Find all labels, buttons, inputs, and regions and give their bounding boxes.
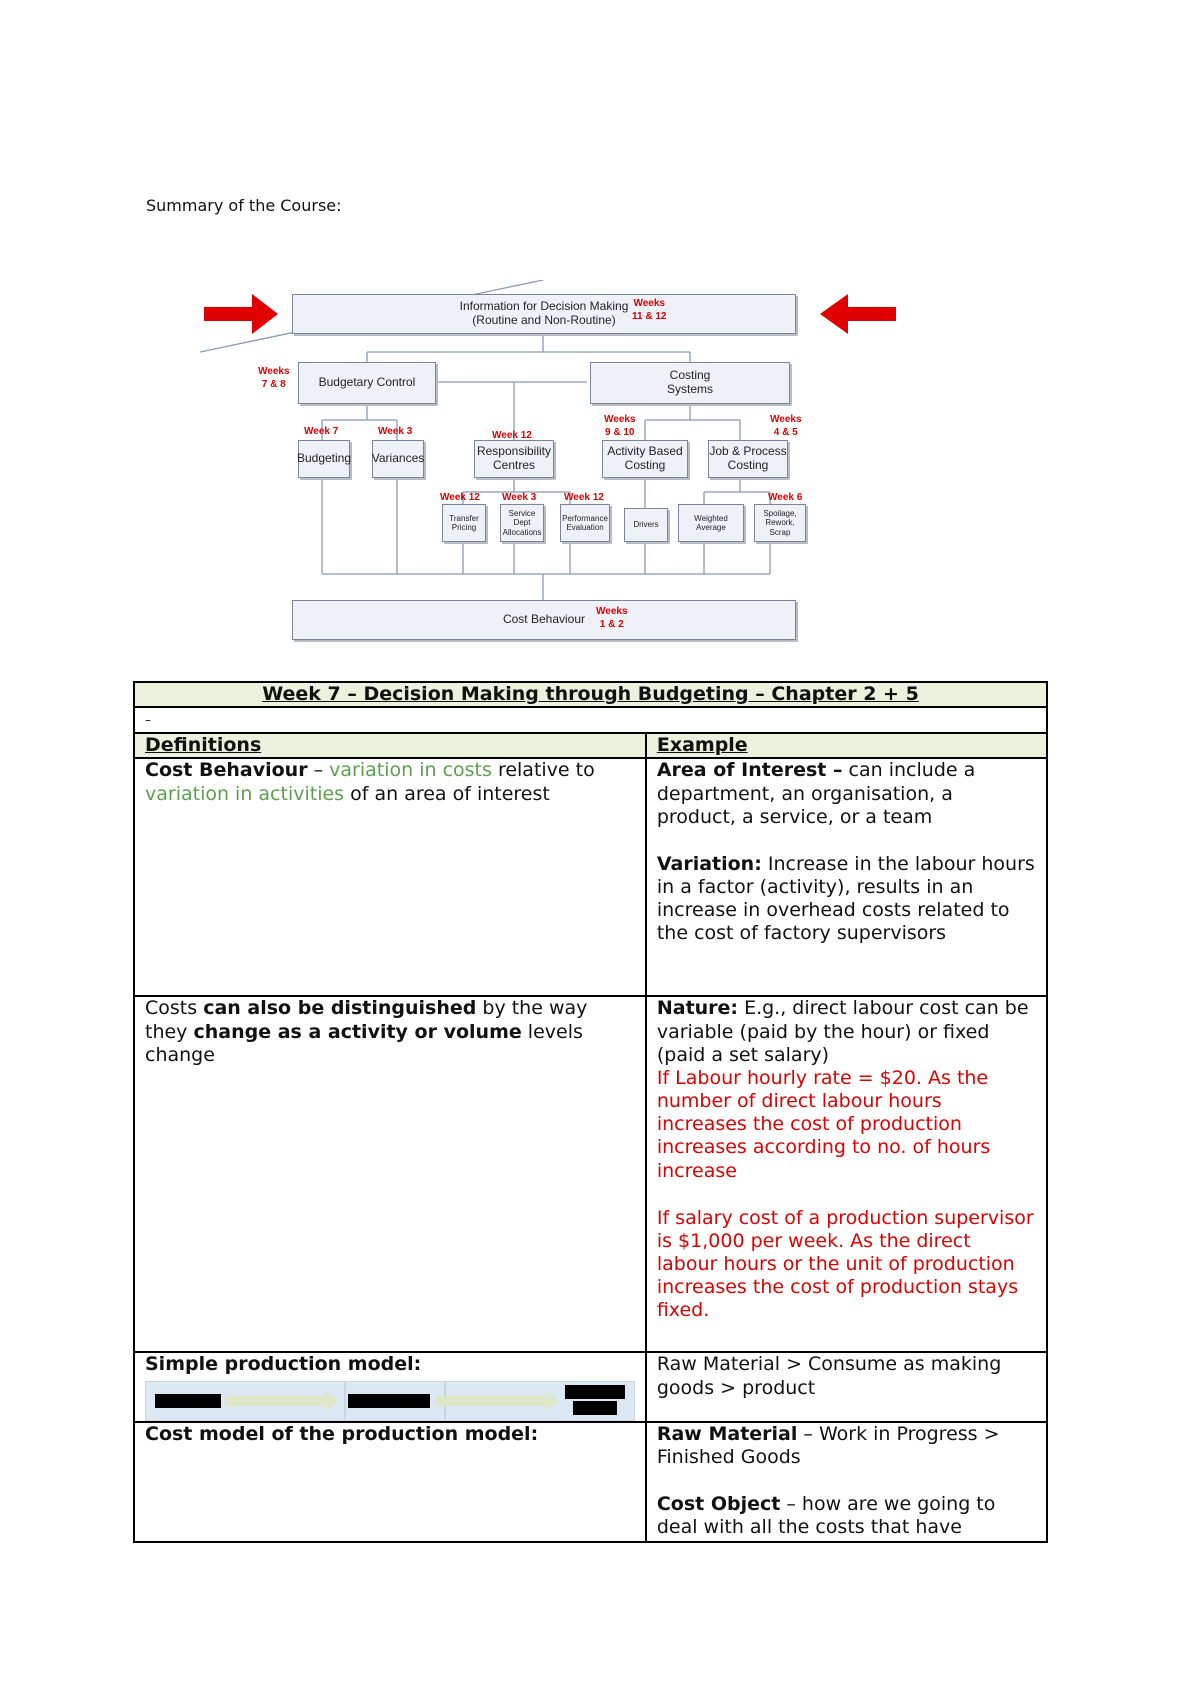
spoilage-box: Spoilage, Rework, Scrap xyxy=(754,504,806,542)
example-cell: Raw Material – Work in Progress > Finished Goods Cost Object – how are we going to deal with all the costs that have xyxy=(646,1422,1047,1542)
summary-heading: Summary of the Course: xyxy=(146,196,342,215)
cost-behaviour-box: Cost Behaviour xyxy=(292,600,796,640)
performance-week-label: Week 12 xyxy=(564,492,604,503)
product-bar-bottom xyxy=(573,1401,617,1415)
example-header: Example xyxy=(646,733,1047,758)
right-red-arrow xyxy=(820,294,896,334)
responsibility-week-label: Week 12 xyxy=(492,430,532,441)
drivers-box: Drivers xyxy=(624,508,668,542)
decision-making-box xyxy=(292,294,796,334)
decision-making-subtitle: (Routine and Non-Routine) xyxy=(472,313,616,327)
spoilage-week-label: Week 6 xyxy=(768,492,803,503)
product-bar-top xyxy=(565,1385,625,1399)
abc-weeks-label: Weeks 9 & 10 xyxy=(604,414,636,438)
table-row xyxy=(134,1422,1047,1542)
service-dept-box: Service Dept Allocations xyxy=(500,504,544,542)
blank-row: – xyxy=(134,707,1047,733)
costing-systems-box: Costing Systems xyxy=(590,362,790,404)
budgeting-week-label: Week 7 xyxy=(304,426,339,437)
table-title: Week 7 – Decision Making through Budgeting – Chapter 2 + 5 xyxy=(134,682,1047,707)
course-diagram xyxy=(200,280,920,650)
budgetary-weeks-label: Weeks 7 & 8 xyxy=(258,366,290,390)
decision-weeks-label: Weeks 11 & 12 xyxy=(632,298,667,322)
variances-box: Variances xyxy=(372,440,424,478)
wip-bar xyxy=(348,1394,430,1408)
responsibility-centres-box: Responsibility Centres xyxy=(474,440,554,478)
definition-cell: Cost model of the production model: xyxy=(134,1422,646,1542)
service-week-label: Week 3 xyxy=(502,492,537,503)
transfer-week-label: Week 12 xyxy=(440,492,480,503)
weighted-average-box: Weighted Average xyxy=(678,504,744,542)
definitions-header: Definitions xyxy=(134,733,646,758)
definition-cell: Costs can also be distinguished by the way they change as a activity or volume levels change xyxy=(134,996,646,1352)
table-row xyxy=(134,758,1047,996)
decision-making-title: Information for Decision Making xyxy=(459,299,629,314)
production-model-graphic xyxy=(145,1381,635,1421)
budgetary-control-box: Budgetary Control xyxy=(298,362,436,404)
table-row xyxy=(134,996,1047,1352)
left-red-arrow xyxy=(204,294,278,334)
budgeting-box: Budgeting xyxy=(298,440,350,478)
example-cell: Nature: E.g., direct labour cost can be variable (paid by the hour) or fixed (paid a set salary) If Labour hourly rate = $20. As the number of direct labour hours increases the cost of production increases according to no. of hours increase If salary cost of a production supervisor is $1,000 per week. As the direct labour hours or the unit of production increases the cost of production stays fixed. xyxy=(646,996,1047,1352)
definition-cell: Cost Behaviour – variation in costs relative to variation in activities of an area of interest xyxy=(134,758,646,996)
table-row xyxy=(134,1352,1047,1421)
example-cell: Raw Material > Consume as making goods > product xyxy=(646,1352,1047,1421)
job-weeks-label: Weeks 4 & 5 xyxy=(770,414,802,438)
variances-week-label: Week 3 xyxy=(378,426,413,437)
performance-evaluation-box: Performance Evaluation xyxy=(560,504,610,542)
raw-material-bar xyxy=(155,1394,221,1408)
cost-behaviour-weeks-label: Weeks 1 & 2 xyxy=(596,606,628,630)
activity-based-costing-box: Activity Based Costing xyxy=(602,440,688,478)
job-process-costing-box: Job & Process Costing xyxy=(708,440,788,478)
week7-table xyxy=(133,681,1048,1543)
transfer-pricing-box: Transfer Pricing xyxy=(442,504,486,542)
example-cell: Area of Interest – can include a department, an organisation, a product, a service, or a team Variation: Increase in the labour hours in a factor (activity), results in an increase in overhead costs related to the cost of factory supervisors xyxy=(646,758,1047,996)
definition-cell: Simple production model: xyxy=(134,1352,646,1421)
